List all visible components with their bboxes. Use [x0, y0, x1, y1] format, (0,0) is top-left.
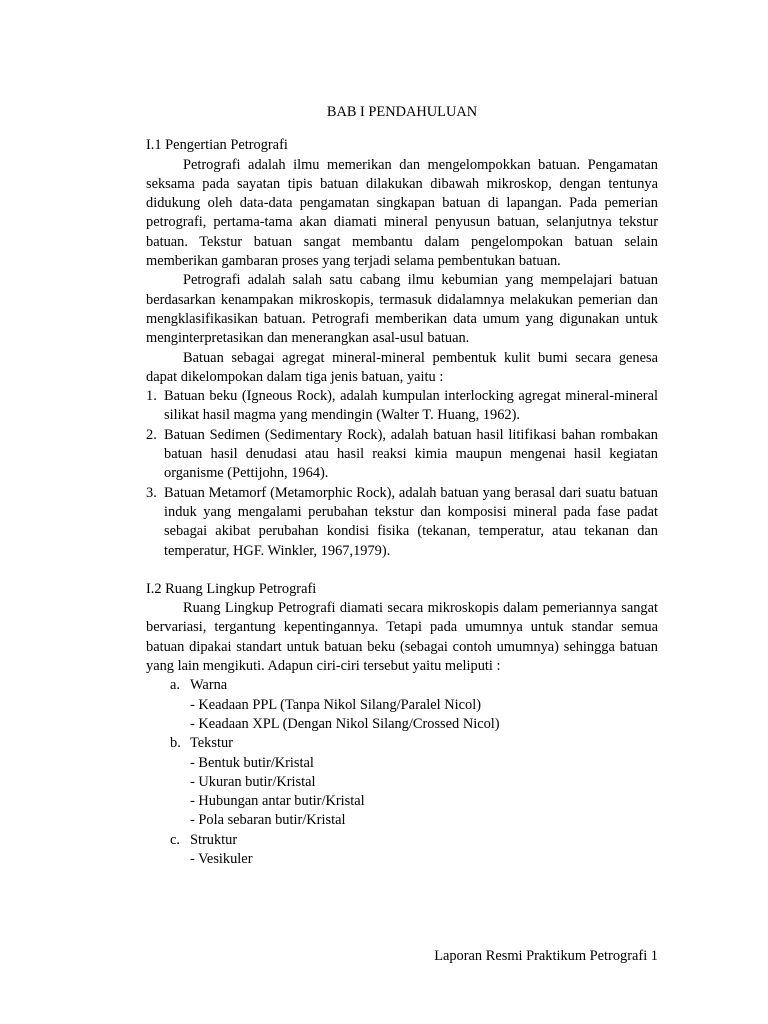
- list-item-label: Tekstur: [190, 735, 233, 752]
- paragraph: Batuan sebagai agregat mineral-mineral pembentuk kulit bumi secara genesa dapat dikelompokan dalam tiga jenis batuan, yaitu :: [146, 349, 658, 385]
- section-spacer: [146, 561, 658, 580]
- sub-list-item: - Pola sebaran butir/Kristal: [190, 812, 346, 829]
- section-ruang-lingkup: [146, 580, 658, 869]
- sub-list-item: - Keadaan PPL (Tanpa Nikol Silang/Paralel Nicol): [190, 696, 481, 713]
- page-footer: Laporan Resmi Praktikum Petrografi 1: [434, 948, 658, 964]
- list-item: [146, 484, 658, 561]
- section-heading: I.1 Pengertian Petrografi: [146, 137, 288, 154]
- list-marker: b.: [170, 735, 181, 752]
- list-item-label: Struktur: [190, 831, 238, 848]
- sub-list: [190, 754, 658, 831]
- list-marker: a.: [170, 677, 180, 694]
- list-item-text: Batuan Sedimen (Sedimentary Rock), adalah batuan hasil litifikasi bahan rombakan batuan hasil denudasi atau hasil reaksi kimia maupun mengenai hasil kegiatan organisme (Pettijohn, 1964).: [164, 426, 658, 482]
- list-item: [146, 387, 658, 426]
- sub-list-item: - Ukuran butir/Kristal: [190, 773, 316, 790]
- list-marker: 2.: [146, 426, 157, 443]
- sub-list: [190, 696, 658, 735]
- paragraph: Petrografi adalah salah satu cabang ilmu kebumian yang mempelajari batuan berdasarkan kenampakan mikroskopis, termasuk didalamnya melakukan pemerian dan mengklasifikasikan batuan. Petrografi memberikan data umum yang digunakan untuk menginterpretasikan dan menerangkan asal-usul batuan.: [146, 272, 658, 347]
- criteria-list: [146, 676, 658, 869]
- chapter-title: BAB I PENDAHULUAN: [326, 104, 478, 120]
- sub-list-item: - Bentuk butir/Kristal: [190, 754, 314, 771]
- list-item: [146, 426, 658, 484]
- list-item-text: Batuan beku (Igneous Rock), adalah kumpulan interlocking agregat mineral-mineral silikat hasil magma yang mendingin (Walter T. Huang, 1962).: [164, 388, 658, 424]
- section-heading: I.2 Ruang Lingkup Petrografi: [146, 580, 317, 597]
- list-item-text: Batuan Metamorf (Metamorphic Rock), adalah batuan yang berasal dari suatu batuan induk yang mengalami perubahan tekstur dan komposisi mineral pada fase padat sebagai akibat perubahan kondisi fisika (tekanan, temperatur, atau tekanan dan temperatur, HGF. Winkler, 1967,1979).: [164, 484, 658, 559]
- list-marker: c.: [170, 831, 180, 848]
- section-pengertian: [146, 136, 658, 561]
- list-item: [146, 676, 658, 734]
- sub-list: [190, 850, 658, 869]
- list-item: [146, 734, 658, 830]
- list-item-label: Warna: [190, 677, 228, 694]
- rock-type-list: [146, 387, 658, 561]
- paragraph: Petrografi adalah ilmu memerikan dan mengelompokkan batuan. Pengamatan seksama pada sayatan tipis batuan dilakukan dibawah mikroskop, dengan tentunya didukung oleh data-data pengamatan singkapan batuan di lapangan. Pada pemerian petrografi, pertama-tama akan diamati mineral penyusun batuan, selanjutnya tekstur batuan. Tekstur batuan sangat membantu dalam pengelompokan batuan selain memberikan gambaran proses yang terjadi selama pembentukan batuan.: [146, 156, 658, 270]
- sub-list-item: - Keadaan XPL (Dengan Nikol Silang/Crossed Nicol): [190, 715, 500, 732]
- list-item: [146, 831, 658, 870]
- paragraph: Ruang Lingkup Petrografi diamati secara mikroskopis dalam pemeriannya sangat bervariasi, tergantung kepentingannya. Tetapi pada umumnya untuk standar semua batuan dipakai standart untuk batuan beku (sebagai contoh umumnya) sehingga batuan yang lain mengikuti. Adapun ciri-ciri tersebut yaitu meliputi :: [146, 600, 658, 675]
- sub-list-item: - Hubungan antar butir/Kristal: [190, 793, 365, 810]
- page-content: [146, 103, 658, 869]
- list-marker: 3.: [146, 484, 157, 501]
- list-marker: 1.: [146, 388, 157, 405]
- sub-list-item: - Vesikuler: [190, 850, 253, 867]
